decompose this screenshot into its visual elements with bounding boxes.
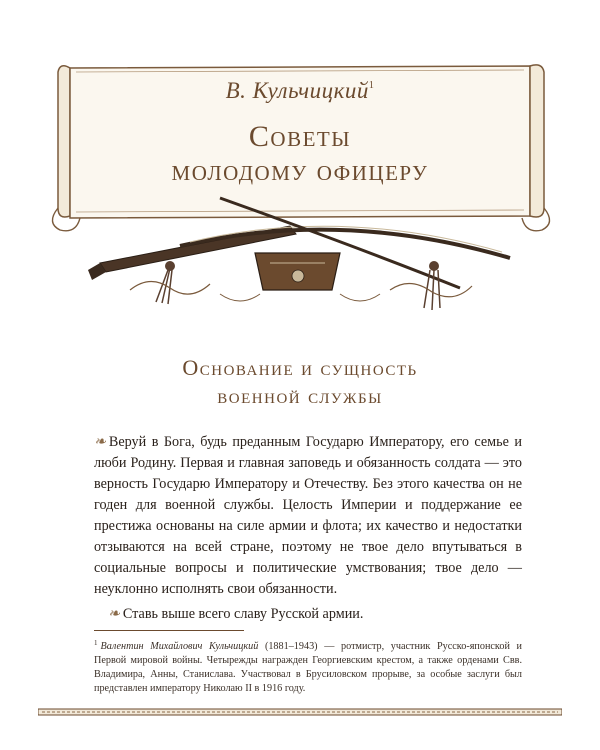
title-line-2: молодому офицеру (171, 154, 429, 187)
section-title (60, 354, 540, 410)
footnote-divider (94, 630, 244, 631)
section-title-line-1: Основание и сущность (182, 355, 418, 380)
quill-icon: ❧ (94, 434, 106, 450)
title-line-1: Советы (248, 120, 352, 153)
paragraph (94, 604, 522, 625)
paragraph (94, 432, 522, 600)
page-title (40, 120, 560, 188)
footnote (94, 636, 522, 696)
footnote-name: Валентин Михайлович Кульчицкий (100, 641, 259, 652)
paragraph-text: Веруй в Бога, будь преданным Государю Императору, его семье и люби Родину. Первая и главная заповедь и обязанность солдата — это верность Государю Императору и Отечеству. Без этого качества он не годен для военной службы. Целость Империи и поддержание ее престижа основаны на силе армии и флота; их качество и недостатки отзываются на всей стране, поэтому не твое дело впутываться в социальные вопросы и политические умствования; твое дело — неуклонно исполнять свои обязанности. (94, 434, 522, 597)
footnote-text: (1881–1943) — ротмистр, участник Русско-японской и Первой мировой войны. Четырежды награжден Георгиевским крестом, а также орденами Свв. Владимира, Анны, Станислава. Участвовал в Брусиловском прорыве, за особые заслуги был представлен императору Николаю II в 1916 году. (94, 641, 522, 694)
paragraph-text: Ставь выше всего славу Русской армии. (122, 606, 364, 622)
footnote-mark: 1 (94, 639, 98, 647)
author-footnote-mark: 1 (368, 80, 375, 91)
section-title-line-2: военной службы (217, 383, 383, 408)
author-name (40, 78, 560, 104)
bottom-ornament-border (38, 707, 562, 717)
quill-icon: ❧ (108, 606, 120, 622)
title-banner (40, 58, 560, 318)
author-text: В. Кульчицкий (225, 78, 369, 103)
body-text (94, 432, 522, 625)
